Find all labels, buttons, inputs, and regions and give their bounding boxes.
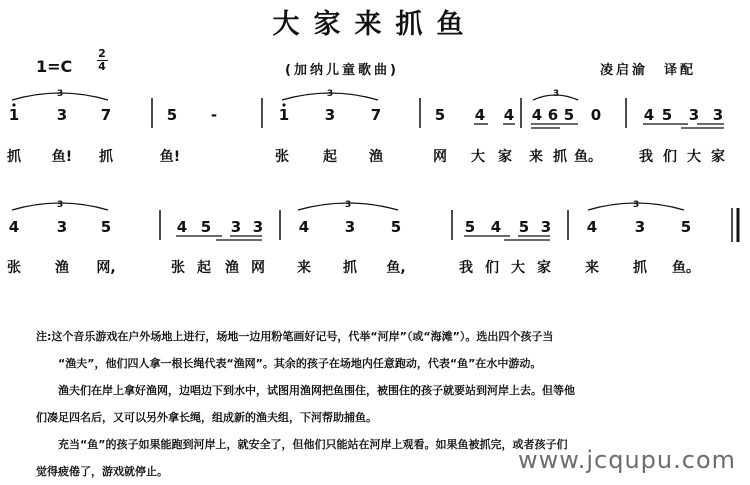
lyric-syllable: 大 — [687, 149, 701, 165]
song-subtitle: (加纳儿童歌曲) — [285, 63, 399, 78]
line1-underlines — [474, 124, 724, 128]
lyric-syllable: 鱼, — [386, 260, 406, 276]
lyric-syllable: 抓 — [7, 149, 21, 165]
lyric-syllable: 来 — [585, 260, 599, 276]
lyric-syllable: 抓 — [633, 260, 647, 276]
note: 1 — [8, 106, 20, 124]
note: 5 — [518, 218, 530, 236]
song-title: 大家来抓鱼 — [272, 9, 478, 40]
lyric-syllable: 家 — [711, 149, 725, 165]
line1-slurs — [12, 93, 578, 100]
note: 7 — [100, 106, 112, 124]
note: 3 — [252, 218, 264, 236]
line1-lyrics — [6, 148, 725, 165]
line2-triplets — [57, 200, 639, 210]
lyric-syllable: 渔 — [55, 260, 69, 276]
lyric-syllable: 起 — [323, 149, 337, 165]
arranger-credit: 凌启渝 译配 — [600, 63, 697, 78]
note: 5 — [434, 106, 446, 124]
notes-p1b: “渔夫”，他们四人拿一根长绳代表“渔网”。其余的孩子在场地内任意跑动，代表“鱼”在水中游动。 — [58, 357, 542, 370]
lyric-syllable: 渔 — [369, 149, 383, 165]
triplet-mark: 3 — [56, 89, 64, 99]
note: 3 — [712, 106, 724, 124]
lyric-syllable: 抓 — [343, 260, 357, 276]
time-signature-top: 2 — [98, 47, 106, 60]
lyric-syllable: 张 — [171, 260, 185, 276]
note: 3 — [324, 106, 336, 124]
site-watermark: www.jcqupu.com — [518, 446, 736, 474]
lyric-syllable: 大 — [511, 260, 525, 276]
note: 4 — [503, 106, 515, 124]
note: 3 — [688, 106, 700, 124]
lyric-syllable: 抓 — [553, 149, 567, 165]
lyric-syllable: 们 — [485, 260, 499, 276]
note: 4 — [176, 218, 188, 236]
lyric-syllable: 大 — [471, 149, 485, 165]
lyric-syllable: 鱼。 — [672, 260, 700, 276]
lyric-syllable: 鱼。 — [574, 149, 602, 165]
note: 5 — [100, 218, 112, 236]
note: 3 — [344, 218, 356, 236]
note: 4 — [531, 106, 543, 124]
note: 3 — [56, 218, 68, 236]
triplet-mark: 3 — [326, 89, 334, 99]
line2-underlines — [176, 236, 550, 240]
note: 5 — [200, 218, 212, 236]
note: 3 — [230, 218, 242, 236]
note: 4 — [474, 106, 486, 124]
notes-p3a: 充当“鱼”的孩子如果能跑到河岸上，就安全了，但他们只能站在河岸上观看。如果鱼被抓完，或者孩子们 — [58, 438, 568, 451]
lyric-syllable: 张 — [7, 260, 21, 276]
lyric-syllable: 我 — [459, 260, 473, 276]
lyric-syllable: 们 — [663, 149, 677, 165]
triplet-mark: 3 — [552, 89, 560, 99]
lyric-syllable: 网, — [96, 260, 116, 276]
lyric-syllable: 鱼! — [159, 149, 181, 165]
triplet-mark: 3 — [344, 200, 352, 210]
note: 4 — [490, 218, 502, 236]
note: 4 — [298, 218, 310, 236]
note: 5 — [166, 106, 178, 124]
lyric-syllable: 网 — [433, 149, 447, 165]
note: 7 — [370, 106, 382, 124]
notes-paragraph-1 — [36, 323, 741, 350]
lyric-syllable: 我 — [639, 149, 653, 165]
lyric-syllable: 起 — [197, 260, 211, 276]
line1-notes — [9, 103, 723, 124]
note: 3 — [56, 106, 68, 124]
key-signature: 1=C — [36, 57, 73, 76]
line2-barlines — [160, 208, 738, 242]
triplet-mark: 3 — [56, 200, 64, 210]
time-signature-bottom: 4 — [98, 60, 106, 73]
note: 3 — [634, 218, 646, 236]
lyric-syllable: 张 — [275, 149, 289, 165]
notes-p2b: 们凑足四名后，又可以另外拿长绳，组成新的渔夫组，下河帮助捕鱼。 — [36, 411, 377, 424]
note: 5 — [464, 218, 476, 236]
notes-label: 注: — [36, 330, 52, 343]
note: 6 — [547, 106, 559, 124]
notes-p2a: 渔夫们在岸上拿好渔网，边唱边下到水中，试图用渔网把鱼围住，被围住的孩子就要站到河岸上去。但等他 — [58, 384, 575, 397]
lyric-syllable: 家 — [498, 149, 512, 165]
note: 5 — [563, 106, 575, 124]
note: 5 — [390, 218, 402, 236]
triplet-mark: 3 — [632, 200, 640, 210]
note: 0 — [590, 106, 602, 124]
line2-notes — [9, 218, 691, 236]
note: 4 — [8, 218, 20, 236]
line2-lyrics — [7, 259, 700, 276]
lyric-syllable: 来 — [297, 260, 311, 276]
lyric-syllable: 鱼! — [51, 149, 73, 165]
note: 4 — [586, 218, 598, 236]
lyric-syllable: 家 — [537, 260, 551, 276]
lyric-syllable: 抓 — [99, 149, 113, 165]
lyric-syllable: 渔 — [225, 260, 239, 276]
note: 1 — [278, 106, 290, 124]
note: 3 — [540, 218, 552, 236]
note: 4 — [643, 106, 655, 124]
note: 5 — [661, 106, 673, 124]
notes-p1a: 这个音乐游戏在户外场地上进行，场地一边用粉笔画好记号，代举“河岸”（或“海滩”）。选出四个孩子当 — [51, 330, 554, 343]
note: 5 — [680, 218, 692, 236]
notes-p3b: 觉得疲倦了，游戏就停止。 — [36, 465, 168, 478]
note: - — [210, 106, 218, 124]
lyric-syllable: 来 — [529, 149, 543, 165]
lyric-syllable: 网 — [251, 260, 265, 276]
